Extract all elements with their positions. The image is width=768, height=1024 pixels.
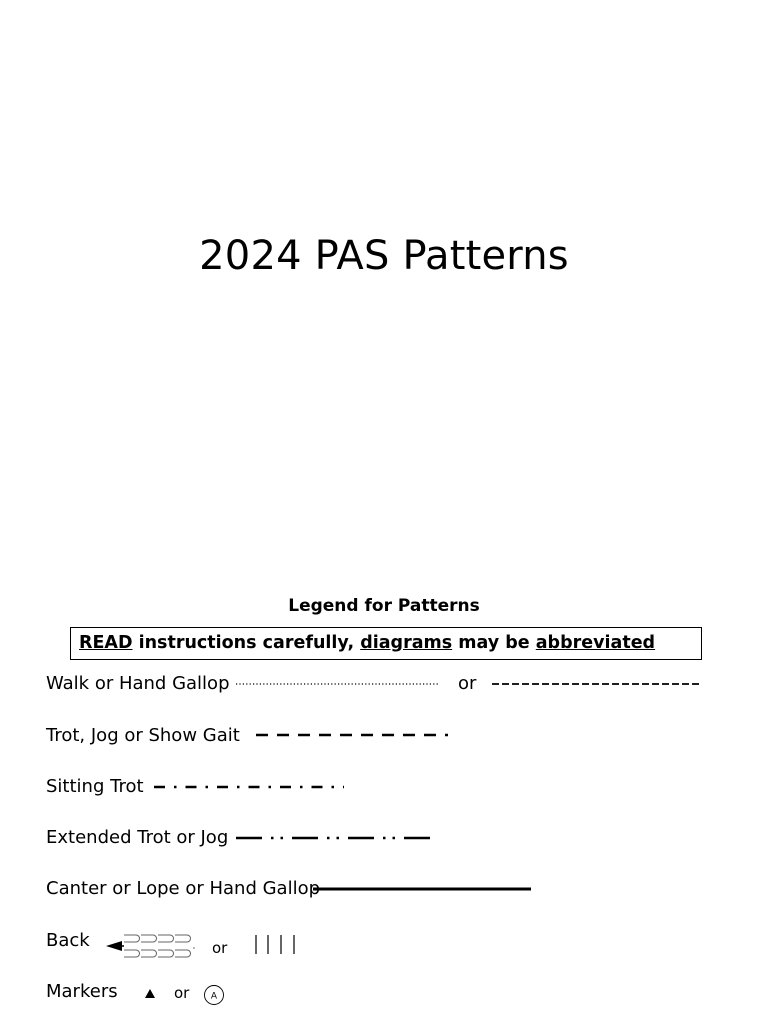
instructions-notice — [70, 627, 702, 660]
walk-or-text: or — [458, 673, 477, 694]
extended-trot-dash-dot-dot-line — [236, 832, 432, 844]
trot-long-dash-line — [256, 729, 450, 741]
legend-label-back: Back — [46, 930, 90, 951]
tick-marks-icon — [254, 934, 298, 956]
notice-word-diagrams: diagrams — [360, 633, 453, 653]
back-or-text: or — [212, 939, 228, 957]
legend-label-walk: Walk or Hand Gallop — [46, 673, 230, 694]
circle-marker-icon — [203, 984, 225, 1006]
notice-text-2: may be — [452, 633, 536, 653]
notice-word-read: READ — [79, 633, 133, 653]
circle-marker-letter: A — [210, 991, 218, 1002]
notice-word-abbreviated: abbreviated — [535, 633, 656, 653]
triangle-marker-icon — [144, 988, 156, 1000]
legend-label-trot: Trot, Jog or Show Gait — [46, 725, 240, 746]
legend-label-extended-trot: Extended Trot or Jog — [46, 827, 229, 848]
legend-label-canter: Canter or Lope or Hand Gallop — [46, 878, 321, 899]
back-arrow-icon — [104, 930, 198, 962]
legend-heading: Legend for Patterns — [288, 596, 480, 616]
markers-or-text: or — [174, 984, 190, 1002]
walk-dotted-line — [235, 678, 441, 690]
legend-label-sitting-trot: Sitting Trot — [46, 776, 144, 797]
legend-label-markers: Markers — [46, 981, 118, 1002]
notice-text-1: instructions carefully, — [132, 633, 361, 653]
page-title: 2024 PAS Patterns — [199, 233, 569, 279]
canter-solid-line — [313, 883, 533, 895]
walk-dashed-line — [492, 678, 702, 690]
sitting-trot-dash-dot-line — [154, 781, 346, 793]
